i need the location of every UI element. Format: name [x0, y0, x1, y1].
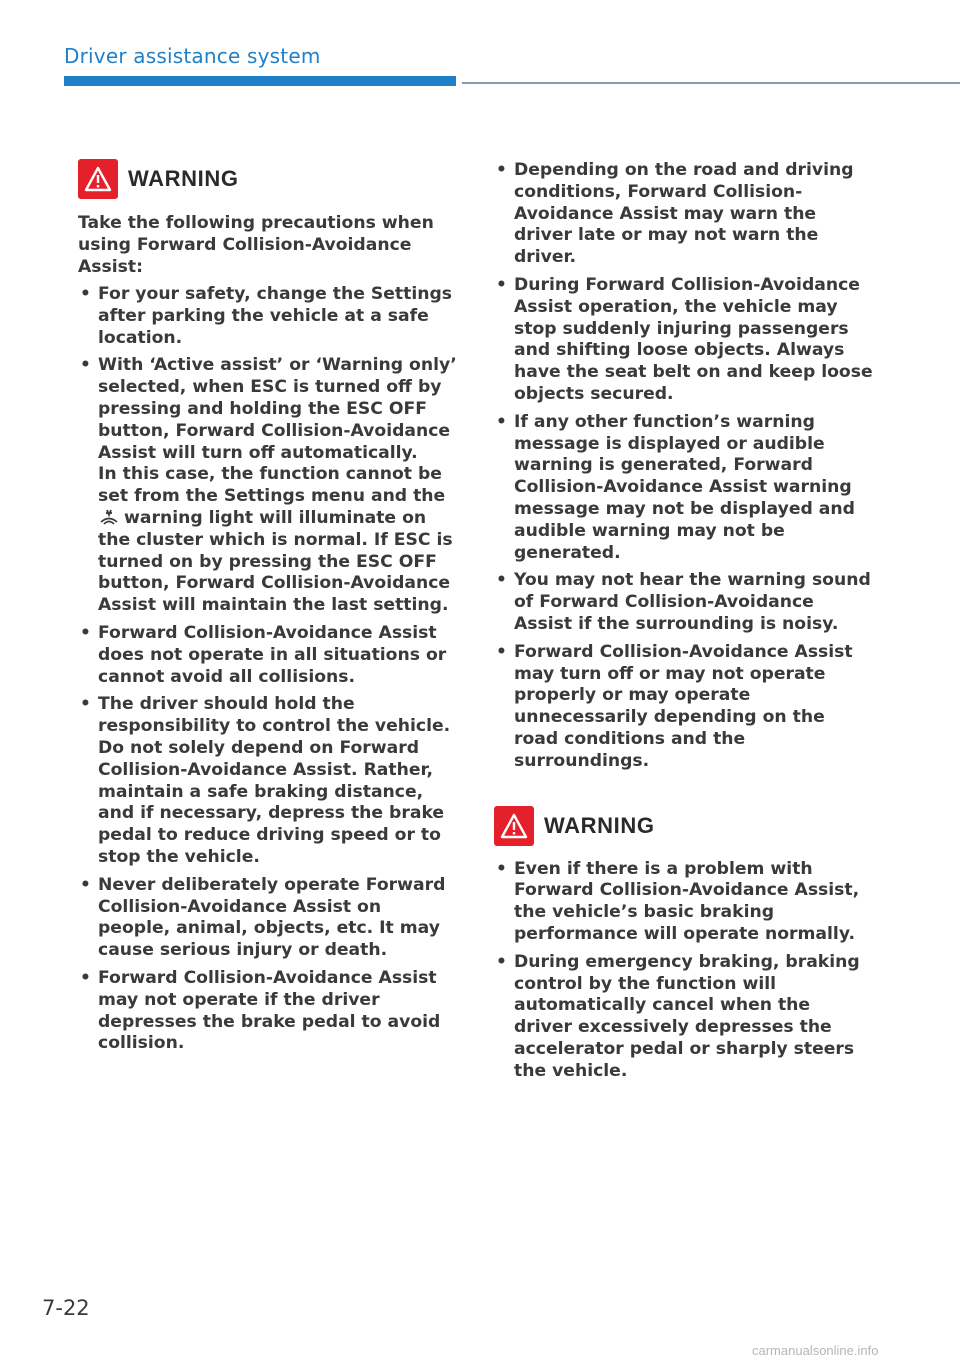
list-item: • For your safety, change the Settings after parking the vehicle at a safe location. [80, 284, 453, 348]
warning-triangle-icon [494, 806, 534, 846]
warning-title: WARNING [128, 166, 239, 191]
list-item: • With ‘Active assist’ or ‘Warning only’ selected, when ESC is turned off by pressing and holding the ESC OFF button, Forward Collision-Avoidance Assist will turn off automatically. In this case, the function cannot be set from the Settings menu and the warning light will illuminate on the cluster which is normal. If ESC is turned on by pressing the ESC OFF button, Forward Collision-Avoidance Assist will maintain the last setting. [80, 355, 457, 616]
left-column [78, 158, 458, 1061]
list-item: • If any other function’s warning message is displayed or audible warning is generated, Forward Collision-Avoidance Assist warning message may not be displayed and audible warning may not be generated. [496, 411, 855, 563]
list-item: • During emergency braking, braking control by the function will automatically cancel when the driver excessively depresses the accelerator pedal or sharply steers the vehicle. [496, 951, 860, 1081]
list-item: • Depending on the road and driving conditions, Forward Collision-Avoidance Assist may warn the driver late or may not warn the driver. [496, 160, 854, 268]
precaution-list-continued [494, 160, 874, 773]
list-item: • Forward Collision-Avoidance Assist may turn off or may not operate properly or may operate unnecessarily depending on the road conditions and the surroundings. [496, 641, 853, 771]
list-item: • Forward Collision-Avoidance Assist may not operate if the driver depresses the brake pedal to avoid collision. [80, 967, 441, 1054]
forward-collision-warning-light-icon [98, 509, 120, 525]
braking-warning-list [494, 859, 874, 1083]
right-column [494, 160, 874, 1088]
list-item: • During Forward Collision-Avoidance Assist operation, the vehicle may stop suddenly injuring passengers and shifting loose objects. Always have the seat belt on and keep loose objects secured. [496, 274, 873, 404]
page-number: 7-22 [42, 1296, 90, 1320]
list-item: • Even if there is a problem with Forward Collision-Avoidance Assist, the vehicle’s basic braking performance will operate normally. [496, 858, 860, 944]
list-item: • Never deliberately operate Forward Collision-Avoidance Assist on people, animal, objects, etc. It may cause serious injury or death. [80, 874, 446, 961]
warning-intro: Take the following precautions when using Forward Collision-Avoidance Assist: [78, 213, 434, 277]
header-rule-accent [64, 76, 456, 86]
warning-header [78, 158, 458, 200]
warning-header-2 [494, 805, 874, 847]
warning-triangle-icon [78, 159, 118, 199]
list-item: • You may not hear the warning sound of Forward Collision-Avoidance Assist if the surrounding is noisy. [496, 570, 871, 634]
list-item: • The driver should hold the responsibility to control the vehicle. Do not solely depend on Forward Collision-Avoidance Assist. Rather, maintain a safe braking distance, and if necessary, depress the brake pedal to reduce driving speed or to stop the vehicle. [80, 694, 451, 867]
watermark: carmanualsonline.info [752, 1343, 879, 1358]
header-rule [462, 82, 960, 84]
section-title: Driver assistance system [64, 44, 321, 68]
list-item: • Forward Collision-Avoidance Assist does not operate in all situations or cannot avoid all collisions. [80, 622, 447, 687]
warning-title-2: WARNING [544, 812, 655, 838]
precaution-list [78, 284, 458, 1055]
